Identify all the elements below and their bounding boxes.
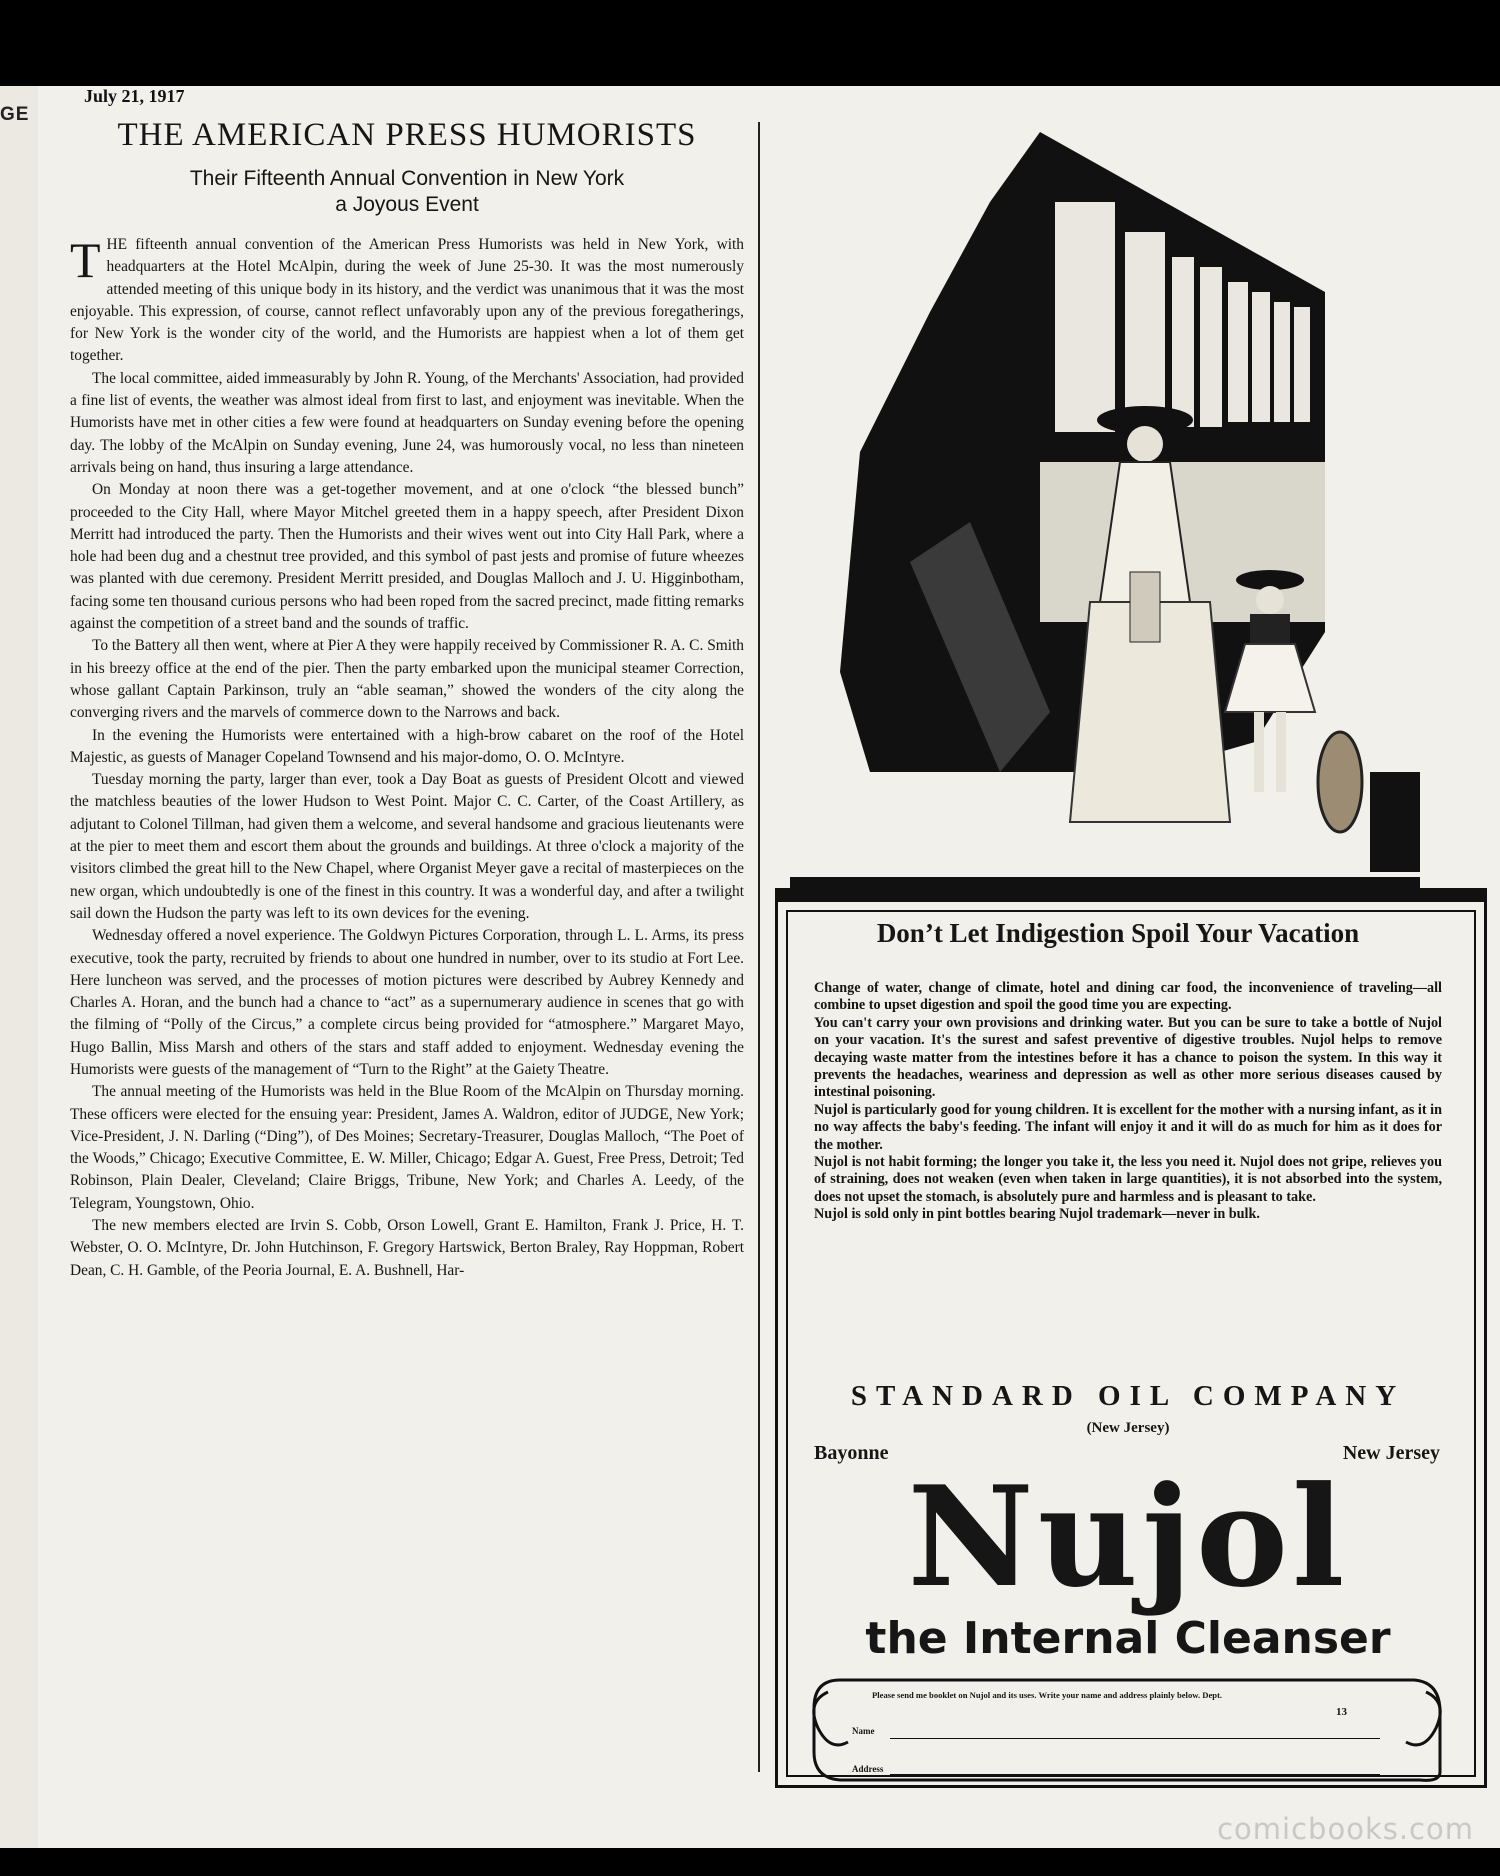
ad-paragraph-1: Change of water, change of climate, hotel and dining car food, the inconvenience of traveling—all combine to upset digestion and spoil the good time you are expecting. — [814, 980, 1442, 1014]
paragraph-8: The annual meeting of the Humorists was held in the Blue Room of the McAlpin on Thursday morning. These officers were elected for the ensuing year: President, James A. Waldron, editor of JUDGE, New York; Vice-President, J. N. Darling (“Ding”), of Des Moines; Secretary-Treasurer, Douglas Malloch, “The Poet of the Woods,” Chicago; Executive Committee, E. W. Miller, Chicago; Edgar A. Guest, Free Press, Detroit; Ted Robinson, Plain Dealer, Cleveland; Claire Briggs, Tribune, New York; and Charles A. Leedy, of the Telegram, Youngstown, Ohio. — [70, 1083, 744, 1212]
drop-cap: T — [70, 232, 101, 288]
ad-copy — [814, 980, 1442, 1224]
coupon-address-label: Address — [852, 1764, 884, 1774]
company-state: New Jersey — [1342, 1442, 1440, 1464]
paragraph-4: To the Battery all then went, where at Pier A they were happily received by Commissioner R. A. C. Smith in his breezy office at the end of the pier. Then the party embarked upon the municipal steamer Correction, whose gallant Captain Parkinson, truly an “able seaman,” showed the wonders of the city along the converging rivers and the marvels of commerce down to the Narrows and back. — [70, 637, 744, 722]
scroll-banner-icon — [800, 1672, 1454, 1784]
nujol-logo: Nujol — [907, 1455, 1349, 1618]
mail-coupon — [800, 1672, 1454, 1784]
ad-paragraph-3: Nujol is particularly good for young children. It is excellent for the mother with a nursing infant, as it in no way affects the baby's feeding. The infant will enjoy it and it will do as much for him as it does for the mother. — [814, 1101, 1442, 1153]
ad-headline: Don’t Let Indigestion Spoil Your Vacation — [876, 918, 1360, 948]
subhead-line-2: a Joyous Event — [335, 193, 479, 216]
article-headline: THE AMERICAN PRESS HUMORISTS — [117, 117, 697, 153]
article-body — [70, 234, 744, 1282]
company-state-note: (New Jersey) — [1086, 1420, 1170, 1436]
coupon-dept-number: 13 — [1336, 1706, 1347, 1718]
ad-paragraph-2: You can't carry your own provisions and drinking water. But you can be sure to take a bottle of Nujol on your vacation. It's the surest and safest preventive of digestive troubles. Nujol helps to remove decaying waste matter from the intestines before it has a chance to poison the system. In this way it prevents the headaches, weariness and depression as well as other more serious diseases caused by intestinal poisoning. — [814, 1014, 1442, 1101]
subhead-line-1: Their Fifteenth Annual Convention in New York — [189, 167, 625, 190]
ad-paragraph-4: Nujol is not habit forming; the longer you take it, the less you need it. Nujol does not gripe, relieves you of straining, does not weaken (even when taken in large quantities), it is not absorbed into the system, does not upset the stomach, is absolutely pure and harmless and is pleasant to take. — [814, 1154, 1442, 1205]
paragraph-5: In the evening the Humorists were entertained with a high-brow cabaret on the roof of the Hotel Majestic, as guests of Manager Copeland Townsend and his major-domo, O. O. McIntyre. — [70, 726, 744, 766]
article-subhead — [70, 166, 744, 218]
company-name: STANDARD OIL COMPANY — [850, 1380, 1406, 1412]
paragraph-1: THE fifteenth annual convention of the American Press Humorists was held in New York, with headquarters at the Hotel McAlpin, during the week of June 25-30. It was the most numerously attended meeting of this unique body in its history, and the verdict was unanimous that it was the most enjoyable. This expression, of course, cannot reflect unfavorably upon any of the previous foregatherings, for New York is the wonder city of the world, and the Humorists are happiest when a lot of them get together. — [70, 232, 744, 365]
coupon-name-label: Name — [852, 1726, 875, 1736]
coupon-name-line[interactable] — [890, 1738, 1380, 1739]
article-column — [70, 116, 744, 1776]
facing-page-label: GE — [0, 104, 30, 125]
paragraph-3: On Monday at noon there was a get-together movement, and at one o'clock “the blessed bunch” proceeded to the City Hall, where Mayor Mitchel greeted them in a happy speech, after President Dixon Merritt had introduced the party. Then the Humorists and their wives went out into City Hall Park, where a hole had been dug and a chestnut tree provided, and this symbol of past jests and promise of future wheezes was planted with due ceremony. President Merritt presided, and Douglas Malloch and J. U. Higginbotham, facing some ten thousand curious persons who had been roped from the sacred precinct, made fitting remarks against the competition of a street band and the sounds of traffic. — [70, 481, 744, 633]
brand-tagline: the Internal Cleanser — [865, 1613, 1391, 1664]
nujol-advertisement — [775, 888, 1487, 1788]
coupon-address-line[interactable] — [890, 1774, 1380, 1775]
facing-page-strip — [0, 86, 38, 1848]
site-watermark: comicbooks.com — [1217, 1812, 1474, 1846]
paragraph-2: The local committee, aided immeasurably by John R. Young, of the Merchants' Association, had provided a fine list of events, the weather was almost ideal from first to last, and enjoyment was inevitable. When the Humorists have met in other cities a few were found at headquarters on Sunday evening before the opening day. The lobby of the McAlpin on Sunday evening, June 24, was humorously vocal, no less than nineteen arrivals being on hand, thus insuring a large attendance. — [70, 369, 744, 476]
paragraph-7: Wednesday offered a novel experience. The Goldwyn Pictures Corporation, through L. L. Arms, its press executive, took the party, recruited by friends to about one hundred in number, over to its studio at Fort Lee. Here luncheon was served, and the processes of motion pictures were described by Aubrey Kennedy and Charles A. Horan, and the bunch had a chance to “act” as a supernumerary audience in scenes that go with the filming of “Polly of the Circus,” a complete circus being provided for “atmosphere.” Margaret Mayo, Hugo Ballin, Miss Marsh and others of the stars and staff added to enjoyment. Wednesday evening the Humorists were guests of the management of “Turn to the Right” at the Gaiety Theatre. — [70, 927, 744, 1078]
vacation-illustration — [790, 132, 1420, 892]
paragraph-6: Tuesday morning the party, larger than ever, took a Day Boat as guests of President Olcott and viewed the matchless beauties of the lower Hudson to West Point. Major C. C. Carter, of the Coast Artillery, as adjutant to Colonel Tillman, had given them a welcome, and several handsome and gracious lieutenants were at the pier to meet them and escort them about the grounds and buildings. At three o'clock a majority of the visitors climbed the great hill to the New Chapel, where Organist Meyer gave a recital of masterpieces on the new organ, which undoubtedly is one of the finest in this country. It was a wonderful day, and after a twilight sail down the Hudson the party was left to its own devices for the evening. — [70, 771, 744, 922]
company-city: Bayonne — [814, 1442, 889, 1464]
issue-date: July 21, 1917 — [84, 86, 185, 106]
paragraph-9: The new members elected are Irvin S. Cobb, Orson Lowell, Grant E. Hamilton, Frank J. Price, H. T. Webster, O. O. McIntyre, Dr. John Hutchinson, F. Gregory Hartswick, Berton Braley, Ray Hoppman, Robert Dean, C. H. Gamble, of the Peoria Journal, E. A. Bushnell, Har- — [70, 1217, 744, 1279]
ad-paragraph-5: Nujol is sold only in pint bottles bearing Nujol trademark—never in bulk. — [814, 1206, 1260, 1223]
coupon-instructions: Please send me booklet on Nujol and its uses. Write your name and address plainly below. Dept. — [872, 1690, 1223, 1700]
column-divider — [758, 122, 760, 1772]
